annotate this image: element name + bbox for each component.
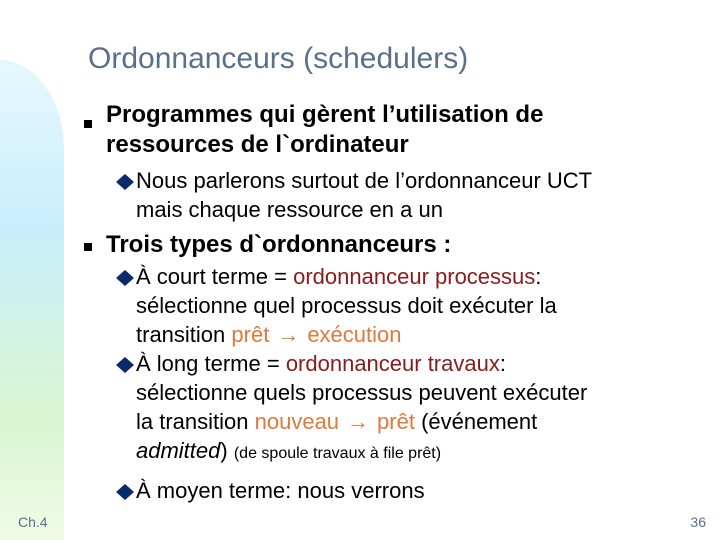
slide-title: Ordonnanceurs (schedulers) — [88, 42, 469, 75]
left-decorative-gradient — [0, 60, 64, 540]
bullet-1-line-2: ressources de l`ordinateur — [106, 131, 409, 158]
long-scheduler-name: ordonnanceur travaux — [285, 351, 500, 376]
court-prefix: À court terme = — [136, 264, 294, 289]
bullet-square-icon — [84, 120, 92, 128]
bullet-2-line-1: Trois types d`ordonnanceurs : — [106, 231, 452, 258]
sub-bullet-uct — [116, 166, 592, 224]
long-line-2: sélectionne quels processus peuvent exécuter — [136, 380, 588, 405]
long-spool-note: (de spoule travaux à file prêt) — [233, 445, 442, 462]
bullet-1-line-1: Programmes qui gèrent l’utilisation de — [106, 101, 544, 128]
court-line-1 — [116, 262, 557, 291]
court-line-3 — [116, 320, 557, 349]
long-state-nouveau: nouveau — [254, 409, 340, 434]
bullet-2 — [106, 230, 451, 260]
chapter-label: Ch.4 — [18, 514, 48, 530]
sub-bullet-uct-line-1: Nous parlerons surtout de l’ordonnanceur UCT — [136, 168, 593, 193]
long-line-3-a: la transition — [136, 409, 255, 434]
arrow-icon: → — [277, 322, 300, 347]
court-line-2: sélectionne quel processus doit exécuter la — [136, 293, 557, 318]
court-state-execution: exécution — [307, 322, 402, 347]
court-state-pret: prêt — [231, 322, 270, 347]
sub-bullet-uct-line-2: mais chaque ressource en a un — [136, 197, 443, 222]
long-colon: : — [499, 351, 506, 376]
bullet-1 — [106, 100, 543, 160]
arrow-icon: → — [347, 409, 370, 434]
long-line-3 — [116, 407, 587, 436]
page-number: 36 — [690, 514, 706, 530]
sub-bullet-long-terme — [116, 349, 587, 468]
long-line-3-d: (événement — [414, 409, 538, 434]
moyen-line-1: À moyen terme: nous verrons — [136, 478, 425, 503]
long-admitted: admitted — [136, 438, 221, 463]
long-state-pret: prêt — [377, 409, 415, 434]
sub-bullet-moyen-terme — [116, 476, 425, 505]
long-line-4 — [116, 436, 587, 468]
long-line-4-b: ) — [220, 438, 234, 463]
bullet-square-icon — [84, 243, 92, 251]
long-line-1 — [116, 349, 587, 378]
court-scheduler-name: ordonnanceur processus — [293, 264, 536, 289]
court-colon: : — [535, 264, 542, 289]
long-prefix: À long terme = — [136, 351, 286, 376]
sub-bullet-court-terme — [116, 262, 557, 349]
court-line-3-a: transition — [136, 322, 232, 347]
